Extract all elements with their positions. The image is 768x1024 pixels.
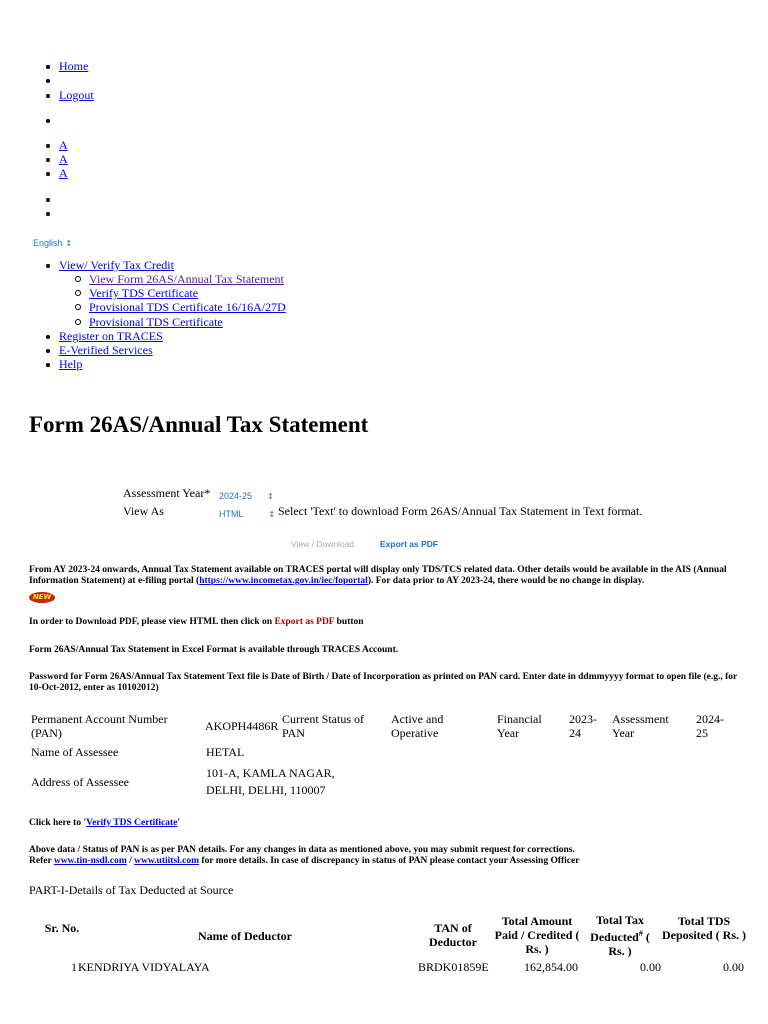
submenu-provisional-16[interactable]: Provisional TDS Certificate 16/16A/27D [89, 300, 286, 314]
verify-tds-link[interactable]: Verify TDS Certificate [86, 818, 178, 828]
menu-register[interactable]: Register on TRACES [59, 329, 163, 343]
header-total-tax [585, 913, 655, 958]
export-pdf-button[interactable]: Export as PDF [380, 539, 439, 549]
logout-link[interactable]: Logout [59, 88, 94, 102]
ais-notice-text: From AY 2023-24 onwards, Annual Tax Statement available on TRACES portal will display only TDS/TCS related data. Other details would be available in the AIS (Annual Information Statement) at e-filing portal ( [29, 565, 727, 586]
row-deductor-name: KENDRIYA VIDYALAYA [78, 960, 210, 974]
ais-notice [29, 565, 741, 587]
menu-everified[interactable]: E-Verified Services [59, 343, 153, 357]
font-size-medium-link[interactable]: A [59, 152, 68, 166]
refer-text: Refer [29, 856, 54, 866]
incometax-portal-link[interactable]: https://www.incometax.gov.in/iec/foportal [199, 576, 368, 586]
font-size-small-link[interactable]: A [59, 138, 68, 152]
view-as-value: HTML [219, 509, 244, 519]
ais-notice-text-end: ). For data prior to AY 2023-24, there would be no change in display. [367, 576, 645, 586]
assessee-address-label: Address of Assessee [31, 775, 129, 789]
export-pdf-inline-link[interactable]: Export as PDF [274, 617, 335, 627]
assessment-year-value: 2024-25 [219, 491, 253, 501]
header-total-tax-sup: # [638, 929, 643, 938]
verify-tds-prompt [29, 818, 180, 829]
view-as-hint: Select 'Text' to download Form 26AS/Annual Tax Statement in Text format. [278, 504, 643, 518]
submenu-view-form26as[interactable]: View Form 26AS/Annual Tax Statement [89, 272, 284, 286]
assessee-name-value: HETAL [206, 745, 245, 759]
header-total-deposited: Total TDS Deposited ( Rs. ) [662, 914, 746, 942]
verify-tds-prompt-end: ' [177, 818, 181, 828]
header-total-amount: Total Amount Paid / Credited ( Rs. ) [494, 914, 580, 956]
header-sr-no: Sr. No. [44, 921, 80, 935]
nav-empty-item [59, 206, 60, 220]
pdf-instruction [29, 617, 364, 628]
tin-nsdl-link[interactable]: www.tin-nsdl.com [53, 856, 127, 866]
assessment-year-table-value: 2024-25 [696, 712, 724, 740]
pdf-instruction-text: In order to Download PDF, please view HTML then click on [29, 617, 275, 627]
pan-value: AKOPH4486R [205, 719, 279, 733]
menu-view-verify[interactable]: View/ Verify Tax Credit [59, 258, 174, 272]
pan-data-notice-line1: Above data / Status of PAN is as per PAN details. For any changes in data as mentioned above, you may submit request for corrections. [29, 845, 575, 855]
chevron-updown-icon: ↕ [267, 492, 274, 501]
view-as-label: View As [123, 504, 164, 518]
utiitsl-link[interactable]: www.utiitsl.com [134, 856, 200, 866]
pan-status-label: Current Status of PAN [282, 712, 364, 740]
row-tan: BRDK01859E [418, 960, 489, 974]
assessment-year-select[interactable] [219, 488, 274, 503]
assessee-address-line1: 101-A, KAMLA NAGAR, [206, 766, 335, 780]
menu-help[interactable]: Help [59, 357, 83, 371]
nav-empty-item [59, 73, 60, 87]
page-title: Form 26AS/Annual Tax Statement [29, 412, 369, 437]
row-sr-no: 1 [71, 960, 77, 974]
pan-status-value: Active and Operative [391, 712, 444, 740]
submenu-provisional[interactable]: Provisional TDS Certificate [89, 315, 223, 329]
assessee-address-line2: DELHI, DELHI, 110007 [206, 783, 326, 797]
header-total-tax-text: Total Tax Deducted [590, 913, 644, 944]
pan-label: Permanent Account Number (PAN) [31, 712, 168, 740]
view-download-button[interactable]: View / Download [291, 539, 355, 549]
nav-empty-item [59, 192, 60, 206]
font-size-large-link[interactable]: A [59, 166, 68, 180]
password-notice: Password for Form 26AS/Annual Tax Statement Text file is Date of Birth / Date of Incorporation as printed on PAN card. Enter date in ddmmyyyy format to open file (e.g., for 10-Oct-2012, enter as 10102012) [29, 672, 738, 693]
pan-data-notice [29, 845, 741, 867]
view-as-select[interactable] [219, 506, 275, 521]
language-value: English [33, 238, 63, 248]
new-badge-label: NEW [29, 592, 55, 603]
nav-empty-item [59, 113, 60, 127]
assessment-year-table-label: Assessment Year [612, 712, 669, 740]
header-total-tax-unit: ( Rs. ) [608, 930, 650, 958]
excel-notice: Form 26AS/Annual Tax Statement in Excel Format is available through TRACES Account. [29, 645, 399, 655]
pan-data-notice-line2 [29, 856, 741, 867]
separator-text: / [126, 856, 135, 866]
chevron-updown-icon: ↕ [268, 510, 276, 519]
part1-title: PART-I-Details of Tax Deducted at Source [29, 883, 234, 897]
language-select[interactable] [33, 235, 72, 250]
row-total-tax: 0.00 [640, 960, 661, 974]
home-link[interactable]: Home [59, 59, 89, 73]
row-total-amount: 162,854.00 [524, 960, 578, 974]
submenu-verify-tds[interactable]: Verify TDS Certificate [89, 286, 199, 300]
new-badge [29, 588, 55, 603]
refer-end-text: for more details. In case of discrepancy in status of PAN please contact your Assessing Officer [199, 856, 580, 866]
pdf-instruction-end: button [334, 617, 364, 627]
assessee-name-label: Name of Assessee [31, 745, 119, 759]
header-tan: TAN of Deductor [429, 921, 477, 949]
chevron-updown-icon: ↕ [65, 239, 73, 248]
financial-year-label: Financial Year [497, 712, 542, 740]
financial-year-value: 2023-24 [569, 712, 597, 740]
verify-tds-prompt-text: Click here to ' [29, 818, 87, 828]
assessment-year-label: Assessment Year* [123, 486, 211, 500]
row-total-deposited: 0.00 [723, 960, 744, 974]
header-deductor-name: Name of Deductor [198, 929, 292, 943]
